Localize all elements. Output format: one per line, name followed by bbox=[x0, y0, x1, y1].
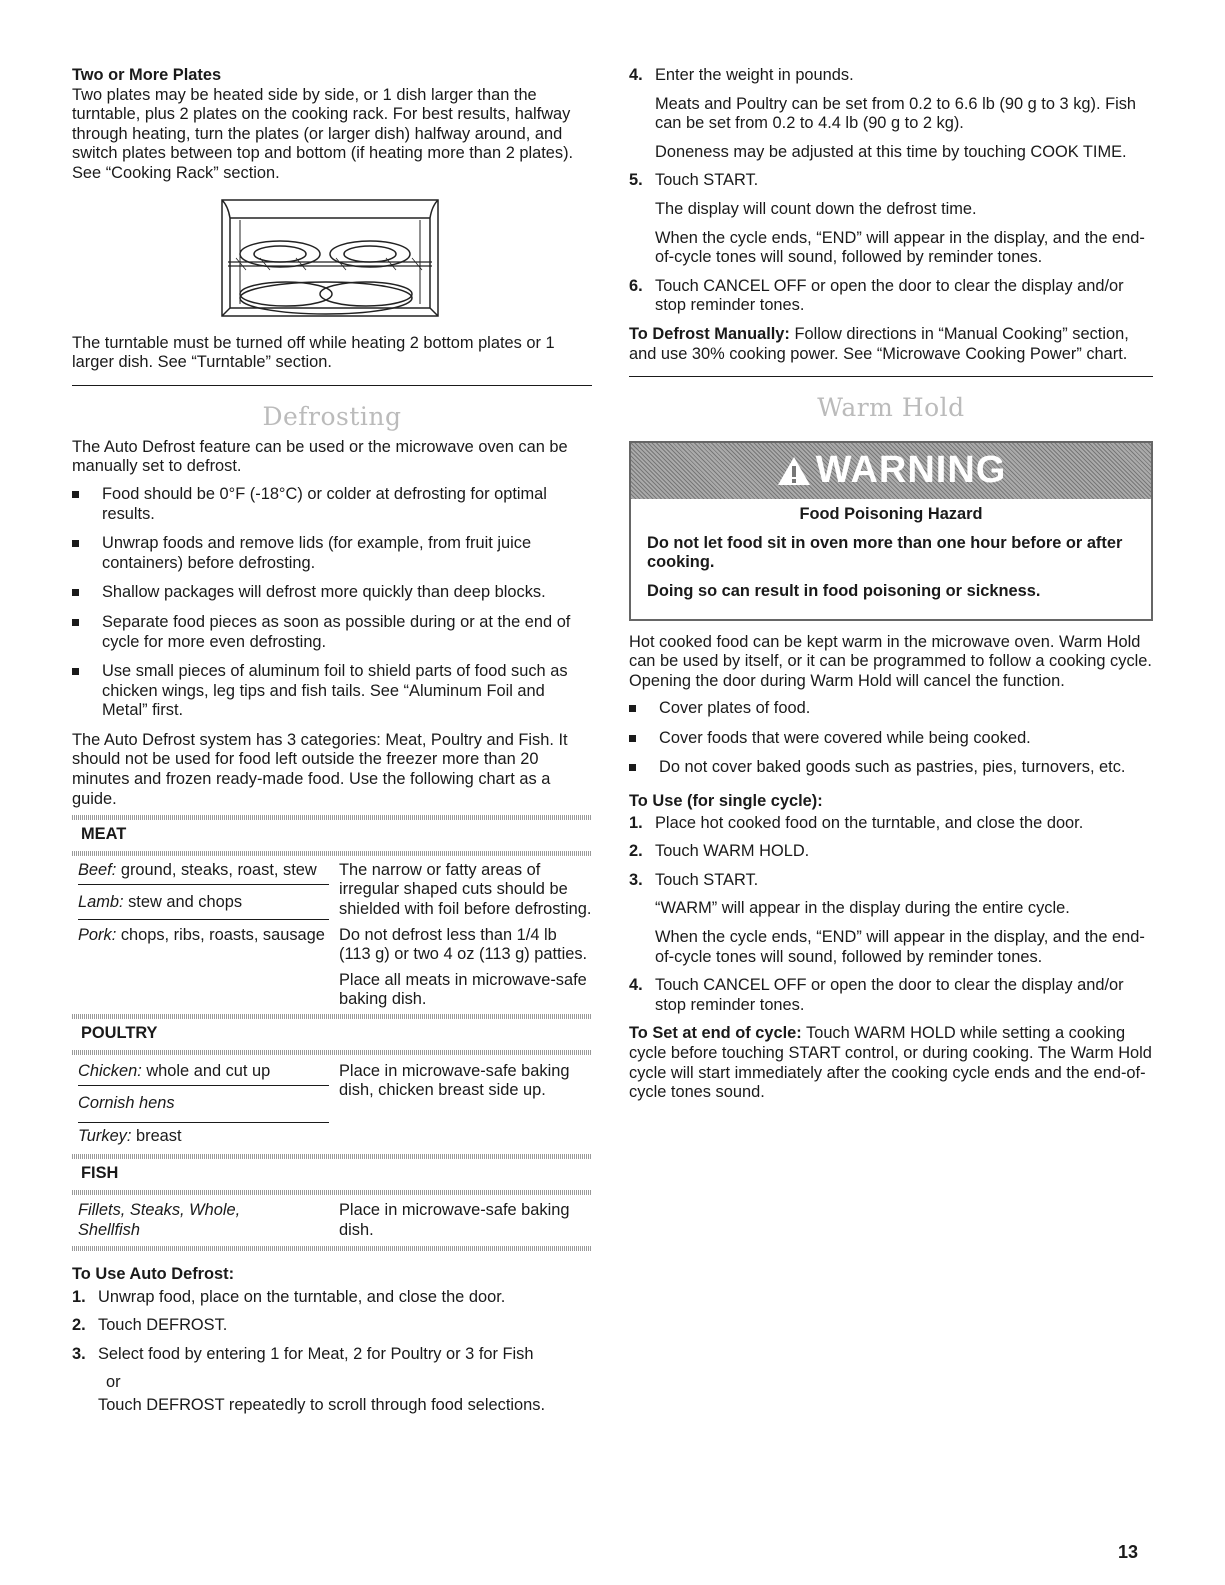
meat-header: MEAT bbox=[81, 825, 127, 844]
warm-hold-title: Warm Hold bbox=[817, 393, 965, 423]
list-item: 2. Touch WARM HOLD. bbox=[629, 842, 810, 861]
defrost-chart bbox=[72, 815, 592, 1251]
food-item: Cornish hens bbox=[78, 1086, 329, 1123]
warning-consequence: Doing so can result in food poisoning or sickness. bbox=[647, 581, 1041, 600]
defrosting-title: Defrosting bbox=[262, 401, 402, 431]
warning-label: WARNING bbox=[815, 449, 1007, 492]
list-item: Shallow packages will defrost more quickly than deep blocks. bbox=[72, 583, 592, 603]
poultry-header: POULTRY bbox=[81, 1024, 158, 1042]
auto-defrost-heading: To Use Auto Defrost: bbox=[72, 1265, 235, 1284]
two-plates-heading: Two or More Plates bbox=[72, 66, 222, 84]
list-item: Do not cover baked goods such as pastries, pies, turnovers, etc. bbox=[629, 758, 1153, 778]
turntable-note: The turntable must be turned off while heating 2 bottom plates or 1 larger dish. See “Turntable” section. bbox=[72, 333, 555, 372]
list-item: 1. Unwrap food, place on the turntable, and close the door. bbox=[72, 1287, 506, 1306]
warning-box bbox=[629, 441, 1153, 620]
list-item: 4. Enter the weight in pounds. Meats and Poultry can be set from 0.2 to 6.6 lb (90 g to 3 kg). Fish can be set from 0.2 to 4.4 lb (90 g to 2 kg). Doneness may be adjusted at this time by touching COOK TIME. bbox=[629, 66, 1137, 161]
defrost-steps-continued bbox=[629, 66, 1153, 316]
food-item: Fillets, Steaks, Whole, Shellfish bbox=[78, 1200, 241, 1239]
food-item: Lamb: stew and chops bbox=[78, 885, 329, 920]
warning-triangle-icon bbox=[776, 455, 812, 487]
defrost-manually-text: To Defrost Manually: Follow directions in “Manual Cooking” section, and use 30% cooking power. See “Microwave Cooking Power” chart. bbox=[629, 324, 1129, 363]
left-column bbox=[72, 66, 592, 1425]
food-item: Turkey: breast bbox=[78, 1126, 182, 1145]
food-item: Beef: ground, steaks, roast, stew bbox=[78, 858, 329, 886]
alternate-step: Touch DEFROST repeatedly to scroll through food selections. bbox=[98, 1396, 546, 1415]
single-cycle-steps bbox=[629, 814, 1153, 1016]
defrosting-intro: The Auto Defrost feature can be used or the microwave oven can be manually set to defrost. bbox=[72, 437, 568, 476]
list-item: 1. Place hot cooked food on the turntable, and close the door. bbox=[629, 813, 1084, 832]
list-item: 4. Touch CANCEL OFF or open the door to clear the display and/or stop reminder tones. bbox=[629, 976, 1124, 1014]
two-plates-text: Two plates may be heated side by side, or 1 dish larger than the turntable, plus 2 plates on the cooking rack. For best results, halfway through heating, turn the plates (or larger dish) halfway around, and switch plates between top and bottom (if heating more than 2 plates). See “Cooking Rack” section. bbox=[72, 85, 574, 182]
chart-note: Place in microwave-safe baking dish, chicken breast side up. bbox=[339, 1061, 570, 1100]
chart-note: Do not defrost less than 1/4 lb (113 g) or two 4 oz (113 g) patties. bbox=[339, 925, 588, 964]
chart-note: Place in microwave-safe baking dish. bbox=[339, 1200, 570, 1239]
defrost-system-text: The Auto Defrost system has 3 categories: Meat, Poultry and Fish. It should not be used for food left outside the freezer more than 20 minutes and frozen ready-made food. Use the following chart as a guide. bbox=[72, 730, 568, 808]
list-item: 2. Touch DEFROST. bbox=[72, 1316, 228, 1335]
list-item: Separate food pieces as soon as possible during or at the end of cycle for more even defrosting. bbox=[72, 613, 592, 652]
section-divider bbox=[72, 385, 592, 386]
warning-banner bbox=[631, 443, 1151, 499]
list-item: 3. Touch START. “WARM” will appear in the display during the entire cycle. When the cycle ends, “END” will appear in the display, and the end-of-cycle tones will sound, followed by reminder tones. bbox=[629, 870, 1145, 966]
single-cycle-heading: To Use (for single cycle): bbox=[629, 792, 823, 811]
list-item: Unwrap foods and remove lids (for example, from fruit juice containers) before defrosting. bbox=[72, 534, 592, 573]
or-label: or bbox=[106, 1372, 121, 1391]
warm-hold-intro: Hot cooked food can be kept warm in the microwave oven. Warm Hold can be used by itself, or it can be programmed to follow a cooking cycle. Opening the door during Warm Hold will cancel the function. bbox=[629, 632, 1152, 690]
list-item: 3. Select food by entering 1 for Meat, 2 for Poultry or 3 for Fish or Touch DEFROST repeatedly to scroll through food selections. bbox=[72, 1345, 592, 1416]
warning-text: Do not let food sit in oven more than one hour before or after cooking. bbox=[647, 533, 1123, 572]
hazard-title: Food Poisoning Hazard bbox=[799, 505, 983, 524]
food-item: Chicken: whole and cut up bbox=[78, 1059, 329, 1087]
chart-note: Place all meats in microwave-safe baking dish. bbox=[339, 970, 587, 1009]
end-of-cycle-text: To Set at end of cycle: Touch WARM HOLD while setting a cooking cycle before touching START control, or during cooking. The Warm Hold cycle will start immediately after the cooking cycle ends and the end-of-cycle tones sound. bbox=[629, 1024, 1152, 1102]
fish-header: FISH bbox=[81, 1164, 119, 1183]
oven-rack-illustration bbox=[216, 196, 444, 326]
auto-defrost-steps bbox=[72, 1288, 592, 1416]
list-item: Food should be 0°F (-18°C) or colder at defrosting for optimal results. bbox=[72, 485, 592, 524]
food-item: Pork: chops, ribs, roasts, sausage bbox=[78, 926, 325, 945]
warm-hold-tips bbox=[629, 699, 1153, 778]
list-item: 5. Touch START. The display will count down the defrost time. When the cycle ends, “END” will appear in the display, and the end-of-cycle tones will sound, followed by reminder tones. bbox=[629, 171, 1145, 267]
section-divider bbox=[629, 376, 1153, 377]
list-item: Cover foods that were covered while being cooked. bbox=[629, 729, 1153, 749]
list-item: 6. Touch CANCEL OFF or open the door to clear the display and/or stop reminder tones. bbox=[629, 276, 1124, 315]
list-item: Cover plates of food. bbox=[629, 699, 1153, 719]
right-column bbox=[629, 66, 1153, 1103]
chart-note: The narrow or fatty areas of irregular shaped cuts should be shielded with foil before defrosting. bbox=[339, 860, 592, 919]
page-number: 13 bbox=[1118, 1542, 1139, 1562]
list-item: Use small pieces of aluminum foil to shield parts of food such as chicken wings, leg tips and fish tails. See “Aluminum Foil and Metal” first. bbox=[72, 662, 592, 721]
defrosting-tips bbox=[72, 485, 592, 721]
